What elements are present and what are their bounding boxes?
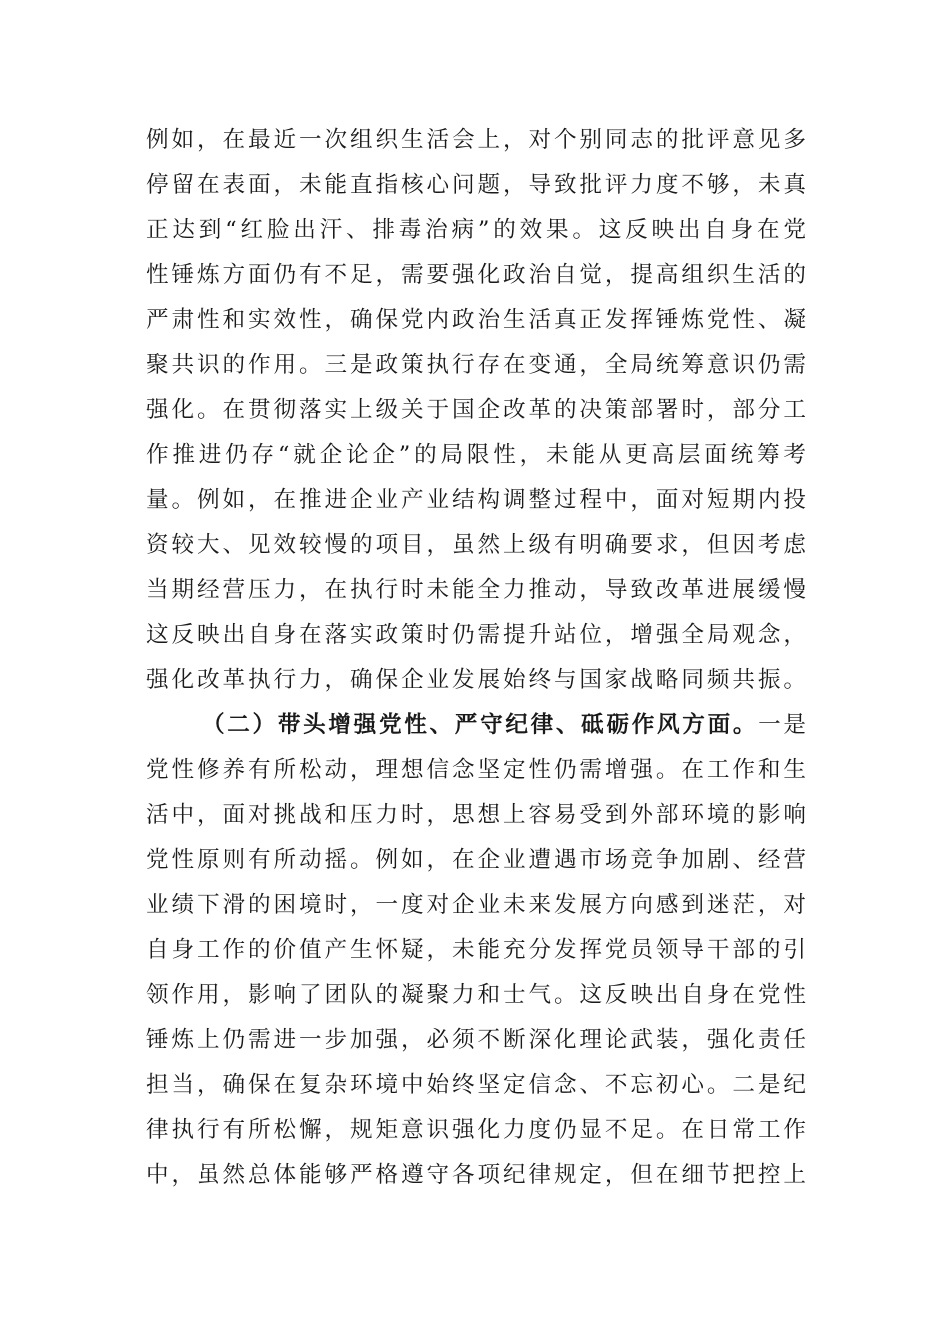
text-line: 当期经营压力，在执行时未能全力推动，导致改革进展缓慢 [146, 577, 806, 603]
text-line: 这反映出自身在落实政策时仍需提升站位，增强全局观念， [146, 622, 806, 648]
text-line: 正达到“红脸出汗、排毒治病”的效果。这反映出自身在党 [146, 217, 806, 243]
text-line: 强化改革执行力，确保企业发展始终与国家战略同频共振。 [146, 667, 806, 693]
text-line: 停留在表面，未能直指核心问题，导致批评力度不够，未真 [146, 172, 806, 198]
text-line-rest: 一是 [758, 712, 807, 738]
text-line: 党性修养有所松动，理想信念坚定性仍需增强。在工作和生 [146, 757, 806, 783]
text-line: 量。例如，在推进企业产业结构调整过程中，面对短期内投 [146, 487, 806, 513]
text-line: 性锤炼方面仍有不足，需要强化政治自觉，提高组织生活的 [146, 262, 806, 288]
text-line: 聚共识的作用。三是政策执行存在变通，全局统筹意识仍需 [146, 352, 806, 378]
text-line: 强化。在贯彻落实上级关于国企改革的决策部署时，部分工 [146, 397, 806, 423]
text-line: 自身工作的价值产生怀疑，未能充分发挥党员领导干部的引 [146, 937, 806, 963]
paragraph-2-first-line [146, 703, 806, 748]
text-line: 业绩下滑的困境时，一度对企业未来发展方向感到迷茫，对 [146, 892, 806, 918]
text-line: 律执行有所松懈，规矩意识强化力度仍显不足。在日常工作 [146, 1117, 806, 1143]
paragraph-2 [146, 703, 806, 1198]
text-line: 严肃性和实效性，确保党内政治生活真正发挥锤炼党性、凝 [146, 307, 806, 333]
body-text [146, 118, 806, 1198]
paragraph-1 [146, 118, 806, 703]
text-line: 资较大、见效较慢的项目，虽然上级有明确要求，但因考虑 [146, 532, 806, 558]
text-line: 领作用，影响了团队的凝聚力和士气。这反映出自身在党性 [146, 982, 806, 1008]
text-line: 例如，在最近一次组织生活会上，对个别同志的批评意见多 [146, 127, 806, 153]
text-line: 作推进仍存“就企论企”的局限性，未能从更高层面统筹考 [146, 442, 806, 468]
text-line: 担当，确保在复杂环境中始终坚定信念、不忘初心。二是纪 [146, 1072, 806, 1098]
text-line: 党性原则有所动摇。例如，在企业遭遇市场竞争加剧、经营 [146, 847, 806, 873]
text-line: 锤炼上仍需进一步加强，必须不断深化理论武装，强化责任 [146, 1027, 806, 1053]
section-heading: （二）带头增强党性、严守纪律、砥砺作风方面。 [202, 712, 759, 738]
text-line: 活中，面对挑战和压力时，思想上容易受到外部环境的影响 [146, 802, 806, 828]
text-line: 中，虽然总体能够严格遵守各项纪律规定，但在细节把控上 [146, 1162, 806, 1188]
